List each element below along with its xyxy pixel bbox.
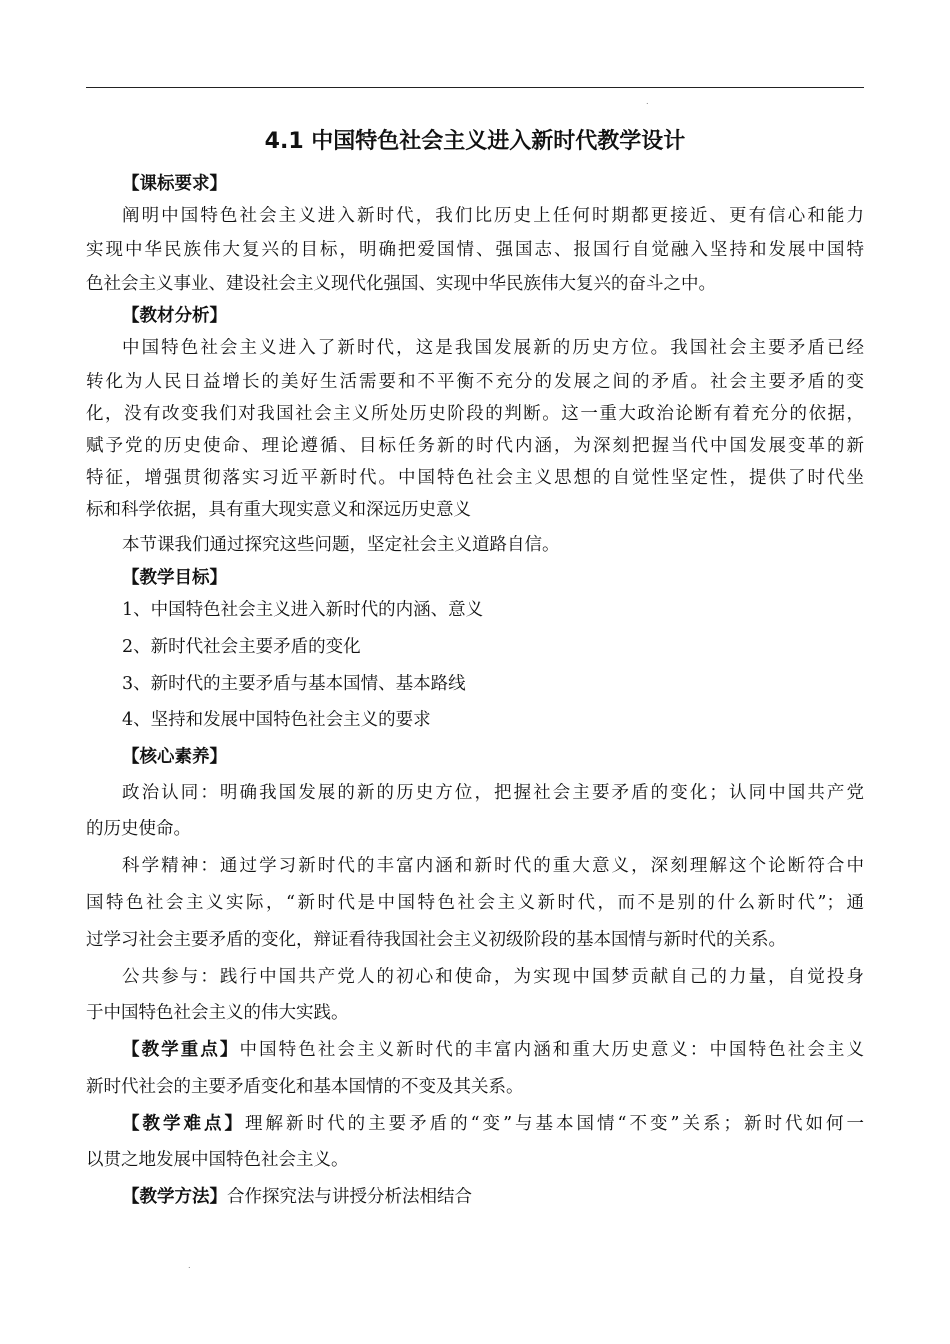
paragraph-line: 于中国特色社会主义的伟大实践。 — [86, 1003, 349, 1023]
paragraph-line: 实现中华民族伟大复兴的目标，明确把爱国情、强国志、报国行自觉融入坚持和发展中国特 — [86, 240, 864, 260]
paragraph-line: 科学精神：通过学习新时代的丰富内涵和新时代的重大意义，深刻理解这个论断符合中 — [122, 856, 864, 876]
paragraph-line: 公共参与：践行中国共产党人的初心和使命，为实现中国梦贡献自己的力量，自觉投身 — [122, 967, 864, 987]
paragraph-line: 特征，增强贯彻落实习近平新时代。中国特色社会主义思想的自觉性坚定性，提供了时代坐 — [86, 468, 864, 488]
paragraph-line: 的历史使命。 — [86, 819, 191, 839]
stray-dot: . — [646, 97, 649, 106]
paragraph-line: 标和科学依据，具有重大现实意义和深远历史意义 — [86, 500, 471, 520]
key-points-line — [122, 1038, 864, 1062]
stray-dot: . — [188, 1261, 191, 1270]
header-rule — [86, 87, 864, 88]
section-heading-objectives: 【教学目标】 — [122, 568, 227, 588]
section-heading-analysis: 【教材分析】 — [122, 306, 227, 326]
paragraph-line: 转化为人民日益增长的美好生活需要和不平衡不充分的发展之间的矛盾。社会主要矛盾的变 — [86, 372, 864, 392]
paragraph-line: 中国特色社会主义进入了新时代，这是我国发展新的历史方位。我国社会主要矛盾已经 — [122, 338, 864, 358]
paragraph-line: 国特色社会主义实际，“新时代是中国特色社会主义新时代，而不是别的什么新时代”；通 — [86, 893, 864, 913]
section-heading-key-points: 【教学重点】 — [122, 1040, 240, 1060]
section-heading-curriculum: 【课标要求】 — [122, 174, 227, 194]
difficulties-text: 理解新时代的主要矛盾的“变”与基本国情“不变”关系；新时代如何一 — [245, 1114, 865, 1134]
key-points-text: 中国特色社会主义新时代的丰富内涵和重大历史意义：中国特色社会主义 — [239, 1040, 865, 1060]
paragraph-line: 本节课我们通过探究这些问题，坚定社会主义道路自信。 — [122, 535, 560, 555]
paragraph-line: 化，没有改变我们对我国社会主义所处历史阶段的判断。这一重大政治论断有着充分的依据， — [86, 404, 864, 424]
list-item: 1、中国特色社会主义进入新时代的内涵、意义 — [122, 600, 484, 620]
document-title: 4.1 中国特色社会主义进入新时代教学设计 — [264, 129, 686, 154]
list-item: 2、新时代社会主要矛盾的变化 — [122, 637, 361, 657]
paragraph-line: 以贯之地发展中国特色社会主义。 — [86, 1150, 349, 1170]
paragraph-line: 过学习社会主要矛盾的变化，辩证看待我国社会主义初级阶段的基本国情与新时代的关系。 — [86, 930, 786, 950]
paragraph-line: 赋予党的历史使命、理论遵循、目标任务新的时代内涵，为深刻把握当代中国发展变革的新 — [86, 436, 864, 456]
list-item: 3、新时代的主要矛盾与基本国情、基本路线 — [122, 674, 466, 694]
list-item: 4、坚持和发展中国特色社会主义的要求 — [122, 710, 431, 730]
methods-line — [122, 1185, 864, 1209]
section-heading-difficulties: 【教学难点】 — [122, 1114, 246, 1134]
paragraph-line: 政治认同：明确我国发展的新的历史方位，把握社会主要矛盾的变化；认同中国共产党 — [122, 783, 864, 803]
paragraph-line: 阐明中国特色社会主义进入新时代，我们比历史上任何时期都更接近、更有信心和能力 — [122, 206, 864, 226]
methods-text: 合作探究法与讲授分析法相结合 — [227, 1187, 472, 1207]
difficulties-line — [122, 1112, 864, 1136]
section-heading-methods: 【教学方法】 — [122, 1187, 227, 1207]
paragraph-line: 色社会主义事业、建设社会主义现代化强国、实现中华民族伟大复兴的奋斗之中。 — [86, 274, 716, 294]
section-heading-literacy: 【核心素养】 — [122, 747, 227, 767]
paragraph-line: 新时代社会的主要矛盾变化和基本国情的不变及其关系。 — [86, 1077, 524, 1097]
